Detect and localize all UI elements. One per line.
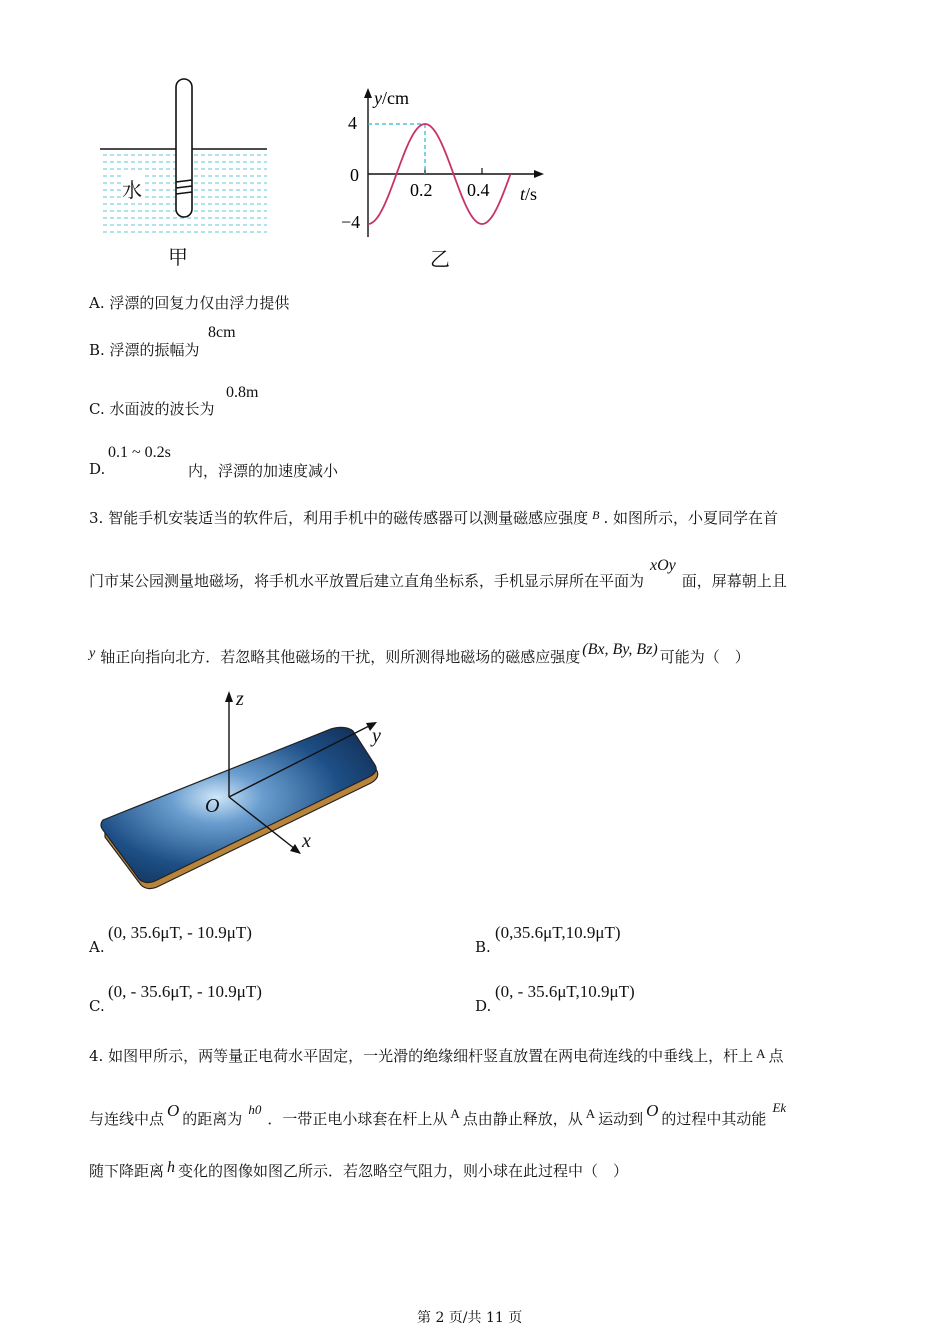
axis-o-label: O bbox=[205, 795, 220, 817]
float-diagram bbox=[95, 75, 275, 240]
q2-option-c: C. 水面波的波长为 bbox=[89, 400, 215, 418]
q3-line2: 门市某公园测量地磁场，将手机水平放置后建立直角坐标系，手机显示屏所在平面为xOy面，屏幕朝上且 bbox=[89, 557, 787, 590]
q4-line3: 随下降距离 h 变化的图像如图乙所示．若忽略空气阻力，则小球在此过程中（ ） bbox=[89, 1159, 629, 1180]
y-tick-neg4: −4 bbox=[341, 212, 361, 232]
q3-line1: 3. 智能手机安装适当的软件后，利用手机中的磁传感器可以测量磁感应强度 $^B$ . 如图所示，小夏同学在首 bbox=[89, 508, 778, 527]
x-axis-label: t/s bbox=[520, 184, 538, 204]
q3-b-vector: (Bx, By, Bz) bbox=[582, 641, 658, 658]
q3-option-c-label: C. bbox=[89, 997, 105, 1015]
q2-option-d-label: D. bbox=[89, 460, 106, 478]
caption-yi: 乙 bbox=[430, 247, 450, 271]
q3-option-a-label: A. bbox=[89, 938, 105, 956]
axis-x-label: x bbox=[302, 830, 311, 852]
yt-graph bbox=[330, 80, 560, 240]
q3-option-d-label: D. bbox=[475, 997, 492, 1015]
axis-z-label: z bbox=[236, 688, 244, 710]
q3-option-b: (0,35.6μT,10.9μT) bbox=[495, 923, 621, 942]
q2-option-b-math: 8cm bbox=[208, 324, 236, 341]
q2-option-d-math: 0.1 ~ 0.2s bbox=[108, 444, 171, 461]
y-unit: /cm bbox=[382, 88, 409, 108]
q3-option-c: (0, - 35.6μT, - 10.9μT) bbox=[108, 982, 262, 1001]
q2-option-b: B. 浮漂的振幅为 bbox=[89, 341, 200, 359]
y-tick-4: 4 bbox=[348, 113, 357, 133]
y-axis-arrow bbox=[364, 88, 372, 98]
x-axis-arrow bbox=[534, 170, 544, 178]
q2-option-a: A. 浮漂的回复力仅由浮力提供 bbox=[89, 294, 290, 312]
q2-option-c-math: 0.8m bbox=[226, 384, 259, 401]
caption-jia: 甲 bbox=[168, 245, 188, 269]
q3-option-b-label: B. bbox=[475, 938, 491, 956]
q3-option-a: (0, 35.6μT, - 10.9μT) bbox=[108, 923, 252, 942]
water-label: 水 bbox=[122, 174, 142, 203]
x-tick-0.4: 0.4 bbox=[467, 180, 490, 200]
q3-line3: y 轴正向指向北方．若忽略其他磁场的干扰，则所测得地磁场的磁感应强度 (Bx, By, Bz) 可能为（ ） bbox=[89, 641, 750, 666]
q4-line1: 4. 如图甲所示，两等量正电荷水平固定，一光滑的绝缘细杆竖直放置在两电荷连线的中垂线上，杆上 A 点 bbox=[89, 1046, 784, 1065]
z-axis-arrow bbox=[225, 691, 233, 702]
q3-option-d: (0, - 35.6μT,10.9μT) bbox=[495, 982, 635, 1001]
x-tick-0.2: 0.2 bbox=[410, 180, 433, 200]
phone-diagram bbox=[95, 685, 395, 895]
y-axis-label: y/cm bbox=[374, 88, 409, 108]
q4-line2: 与连线中点 O 的距离为h0．一带正电小球套在杆上从 A 点由静止释放，从 A 运动到 O 的过程中其动能Ek bbox=[89, 1100, 787, 1128]
page-footer: 第 2 页/共 11 页 bbox=[417, 1310, 523, 1326]
axis-y-label: y bbox=[372, 725, 381, 747]
q2-option-d-text: 内，浮漂的加速度减小 bbox=[188, 462, 339, 480]
y-tick-0: 0 bbox=[350, 165, 359, 185]
